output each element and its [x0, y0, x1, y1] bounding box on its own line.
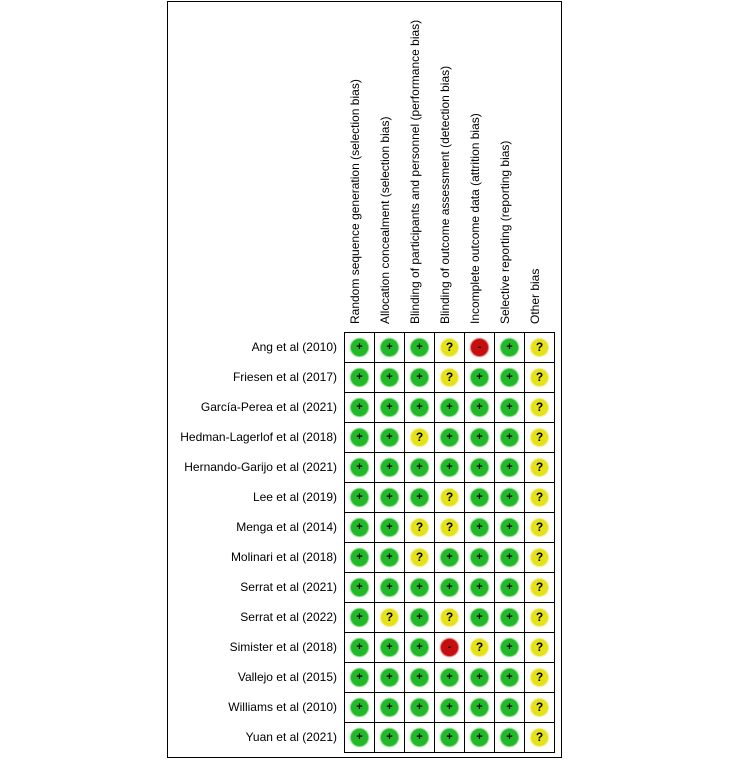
rating-cell: [345, 573, 375, 603]
low-risk-icon: +: [471, 729, 488, 746]
rating-cell: [435, 393, 465, 423]
low-risk-icon: +: [411, 669, 428, 686]
low-risk-icon: +: [381, 639, 398, 656]
low-risk-icon: +: [501, 369, 518, 386]
low-risk-icon: +: [501, 549, 518, 566]
rating-cell: [495, 483, 525, 513]
rating-cell: [465, 573, 495, 603]
low-risk-icon: +: [381, 579, 398, 596]
low-risk-icon: +: [471, 549, 488, 566]
rating-cell: [435, 543, 465, 573]
unclear-risk-icon: ?: [531, 489, 548, 506]
rating-cell: [525, 423, 555, 453]
rating-cell: [525, 393, 555, 423]
unclear-risk-icon: ?: [531, 429, 548, 446]
study-label: Hernando-Garijo et al (2021): [184, 460, 337, 474]
unclear-risk-icon: ?: [441, 339, 458, 356]
rating-cell: [405, 483, 435, 513]
low-risk-icon: +: [471, 399, 488, 416]
column-header-label: Allocation concealment (selection bias): [378, 116, 392, 324]
low-risk-icon: +: [501, 399, 518, 416]
low-risk-icon: +: [381, 399, 398, 416]
rating-cell: [405, 513, 435, 543]
rating-cell: [465, 603, 495, 633]
low-risk-icon: +: [381, 429, 398, 446]
table-row: [345, 363, 555, 393]
unclear-risk-icon: ?: [531, 609, 548, 626]
rating-cell: [525, 603, 555, 633]
rating-cell: [345, 633, 375, 663]
rating-cell: [495, 633, 525, 663]
column-header: [494, 0, 524, 330]
unclear-risk-icon: ?: [531, 369, 548, 386]
low-risk-icon: +: [351, 579, 368, 596]
low-risk-icon: +: [411, 399, 428, 416]
study-label: Vallejo et al (2015): [237, 670, 337, 684]
rating-cell: [435, 423, 465, 453]
low-risk-icon: +: [351, 699, 368, 716]
rating-cell: [375, 663, 405, 693]
low-risk-icon: +: [381, 489, 398, 506]
rating-cell: [495, 603, 525, 633]
rating-cell: [435, 693, 465, 723]
column-header: [344, 0, 374, 330]
rating-cell: [465, 423, 495, 453]
table-row: [345, 573, 555, 603]
low-risk-icon: +: [381, 729, 398, 746]
column-header: [404, 0, 434, 330]
low-risk-icon: +: [501, 729, 518, 746]
unclear-risk-icon: ?: [441, 519, 458, 536]
unclear-risk-icon: ?: [441, 489, 458, 506]
rating-cell: [465, 723, 495, 753]
column-header-label: Random sequence generation (selection bias): [348, 79, 362, 324]
rating-cell: [405, 363, 435, 393]
low-risk-icon: +: [411, 459, 428, 476]
low-risk-icon: +: [411, 579, 428, 596]
low-risk-icon: +: [501, 339, 518, 356]
low-risk-icon: +: [351, 339, 368, 356]
rating-cell: [405, 573, 435, 603]
low-risk-icon: +: [411, 729, 428, 746]
low-risk-icon: +: [441, 699, 458, 716]
low-risk-icon: +: [471, 459, 488, 476]
low-risk-icon: +: [381, 549, 398, 566]
column-header-label: Selective reporting (reporting bias): [498, 140, 512, 324]
rating-cell: [405, 723, 435, 753]
column-header: [464, 0, 494, 330]
unclear-risk-icon: ?: [441, 609, 458, 626]
low-risk-icon: +: [471, 519, 488, 536]
study-label: Friesen et al (2017): [232, 370, 337, 384]
study-label: Serrat et al (2022): [240, 610, 337, 624]
low-risk-icon: +: [501, 459, 518, 476]
rating-cell: [405, 633, 435, 663]
low-risk-icon: +: [501, 429, 518, 446]
low-risk-icon: +: [441, 459, 458, 476]
rating-cell: [375, 633, 405, 663]
rating-cell: [435, 723, 465, 753]
rating-cell: [405, 423, 435, 453]
unclear-risk-icon: ?: [381, 609, 398, 626]
rating-cell: [375, 693, 405, 723]
low-risk-icon: +: [351, 729, 368, 746]
study-label: Williams et al (2010): [228, 700, 337, 714]
low-risk-icon: +: [471, 429, 488, 446]
rating-cell: [495, 723, 525, 753]
low-risk-icon: +: [381, 669, 398, 686]
low-risk-icon: +: [381, 459, 398, 476]
rating-cell: [435, 663, 465, 693]
table-row: [345, 633, 555, 663]
low-risk-icon: +: [351, 399, 368, 416]
rating-cell: [405, 663, 435, 693]
high-risk-icon: -: [441, 639, 458, 656]
rating-cell: [405, 333, 435, 363]
low-risk-icon: +: [381, 339, 398, 356]
unclear-risk-icon: ?: [531, 669, 548, 686]
table-row: [345, 333, 555, 363]
rating-cell: [405, 693, 435, 723]
rating-cell: [525, 543, 555, 573]
rating-cell: [405, 453, 435, 483]
rating-cell: [405, 603, 435, 633]
unclear-risk-icon: ?: [531, 549, 548, 566]
rating-cell: [345, 483, 375, 513]
low-risk-icon: +: [471, 489, 488, 506]
rating-cell: [465, 333, 495, 363]
rating-cell: [495, 663, 525, 693]
rating-cell: [495, 423, 525, 453]
column-header-label: Incomplete outcome data (attrition bias): [468, 113, 482, 324]
rating-cell: [375, 333, 405, 363]
low-risk-icon: +: [411, 489, 428, 506]
rating-cell: [465, 513, 495, 543]
rating-cell: [465, 663, 495, 693]
column-header: [374, 0, 404, 330]
study-label: Simister et al (2018): [229, 640, 337, 654]
rating-cell: [525, 483, 555, 513]
column-header-label: Blinding of participants and personnel (performance bias): [408, 19, 422, 324]
column-header: [434, 0, 464, 330]
low-risk-icon: +: [501, 639, 518, 656]
low-risk-icon: +: [441, 729, 458, 746]
study-label: Hedman-Lagerlof et al (2018): [180, 430, 337, 444]
rating-cell: [345, 543, 375, 573]
low-risk-icon: +: [501, 519, 518, 536]
low-risk-icon: +: [471, 579, 488, 596]
rating-cell: [435, 483, 465, 513]
rating-cell: [435, 573, 465, 603]
low-risk-icon: +: [351, 429, 368, 446]
rating-cell: [345, 693, 375, 723]
low-risk-icon: +: [441, 669, 458, 686]
low-risk-icon: +: [471, 669, 488, 686]
low-risk-icon: +: [471, 609, 488, 626]
rating-cell: [435, 603, 465, 633]
low-risk-icon: +: [501, 609, 518, 626]
rating-cell: [495, 333, 525, 363]
rating-cell: [435, 633, 465, 663]
rating-cell: [345, 513, 375, 543]
rating-cell: [435, 333, 465, 363]
rating-cell: [465, 453, 495, 483]
low-risk-icon: +: [501, 669, 518, 686]
study-label: Serrat et al (2021): [240, 580, 337, 594]
rating-cell: [345, 393, 375, 423]
study-label: Ang et al (2010): [251, 340, 337, 354]
rating-cell: [435, 513, 465, 543]
low-risk-icon: +: [471, 699, 488, 716]
unclear-risk-icon: ?: [531, 729, 548, 746]
unclear-risk-icon: ?: [531, 579, 548, 596]
rating-cell: [345, 363, 375, 393]
rating-cell: [405, 393, 435, 423]
low-risk-icon: +: [411, 609, 428, 626]
low-risk-icon: +: [471, 369, 488, 386]
rating-cell: [375, 363, 405, 393]
table-row: [345, 393, 555, 423]
table-row: [345, 603, 555, 633]
rating-cell: [435, 453, 465, 483]
low-risk-icon: +: [351, 669, 368, 686]
rating-cell: [345, 603, 375, 633]
low-risk-icon: +: [441, 579, 458, 596]
low-risk-icon: +: [351, 459, 368, 476]
low-risk-icon: +: [411, 369, 428, 386]
rating-cell: [495, 363, 525, 393]
rating-cell: [465, 633, 495, 663]
study-label: Lee et al (2019): [252, 490, 337, 504]
low-risk-icon: +: [411, 699, 428, 716]
column-header: [524, 0, 554, 330]
rating-cell: [465, 363, 495, 393]
rating-cell: [525, 453, 555, 483]
low-risk-icon: +: [441, 549, 458, 566]
low-risk-icon: +: [501, 699, 518, 716]
rating-cell: [495, 453, 525, 483]
unclear-risk-icon: ?: [531, 699, 548, 716]
column-header-label: Other bias: [528, 268, 542, 324]
rating-cell: [525, 693, 555, 723]
rating-cell: [495, 573, 525, 603]
table-row: [345, 513, 555, 543]
unclear-risk-icon: ?: [411, 519, 428, 536]
table-row: [345, 663, 555, 693]
rating-cell: [375, 423, 405, 453]
table-row: [345, 723, 555, 753]
rating-cell: [465, 693, 495, 723]
study-label: Molinari et al (2018): [230, 550, 337, 564]
low-risk-icon: +: [351, 369, 368, 386]
study-label: Menga et al (2014): [236, 520, 337, 534]
unclear-risk-icon: ?: [531, 639, 548, 656]
unclear-risk-icon: ?: [471, 639, 488, 656]
low-risk-icon: +: [351, 489, 368, 506]
low-risk-icon: +: [411, 339, 428, 356]
risk-of-bias-grid: [344, 332, 555, 753]
study-label: García-Perea et al (2021): [200, 400, 337, 414]
table-row: [345, 423, 555, 453]
rating-cell: [525, 333, 555, 363]
rating-cell: [525, 723, 555, 753]
rating-cell: [495, 543, 525, 573]
rating-cell: [405, 543, 435, 573]
rating-cell: [525, 513, 555, 543]
low-risk-icon: +: [501, 579, 518, 596]
rating-cell: [465, 393, 495, 423]
unclear-risk-icon: ?: [411, 429, 428, 446]
low-risk-icon: +: [351, 609, 368, 626]
rating-cell: [345, 723, 375, 753]
rating-cell: [525, 573, 555, 603]
rating-cell: [345, 663, 375, 693]
unclear-risk-icon: ?: [411, 549, 428, 566]
rating-cell: [525, 633, 555, 663]
rating-cell: [375, 483, 405, 513]
low-risk-icon: +: [381, 369, 398, 386]
rating-cell: [375, 573, 405, 603]
unclear-risk-icon: ?: [531, 459, 548, 476]
rating-cell: [525, 363, 555, 393]
low-risk-icon: +: [441, 429, 458, 446]
low-risk-icon: +: [501, 489, 518, 506]
table-row: [345, 453, 555, 483]
low-risk-icon: +: [351, 639, 368, 656]
unclear-risk-icon: ?: [531, 519, 548, 536]
column-header-label: Blinding of outcome assessment (detection bias): [438, 65, 452, 324]
rating-cell: [345, 453, 375, 483]
rating-cell: [495, 513, 525, 543]
table-row: [345, 693, 555, 723]
rating-cell: [375, 543, 405, 573]
study-label: Yuan et al (2021): [245, 730, 337, 744]
low-risk-icon: +: [381, 699, 398, 716]
unclear-risk-icon: ?: [531, 399, 548, 416]
low-risk-icon: +: [351, 519, 368, 536]
rating-cell: [495, 393, 525, 423]
rating-cell: [375, 723, 405, 753]
rating-cell: [375, 393, 405, 423]
rating-cell: [525, 663, 555, 693]
rating-cell: [495, 693, 525, 723]
low-risk-icon: +: [351, 549, 368, 566]
unclear-risk-icon: ?: [441, 369, 458, 386]
rating-cell: [375, 603, 405, 633]
low-risk-icon: +: [441, 399, 458, 416]
rating-cell: [375, 453, 405, 483]
table-row: [345, 543, 555, 573]
low-risk-icon: +: [411, 639, 428, 656]
rating-cell: [465, 483, 495, 513]
rating-cell: [345, 423, 375, 453]
rating-cell: [345, 333, 375, 363]
rating-cell: [375, 513, 405, 543]
rating-cell: [435, 363, 465, 393]
table-row: [345, 483, 555, 513]
low-risk-icon: +: [381, 519, 398, 536]
rating-cell: [465, 543, 495, 573]
high-risk-icon: -: [471, 339, 488, 356]
unclear-risk-icon: ?: [531, 339, 548, 356]
